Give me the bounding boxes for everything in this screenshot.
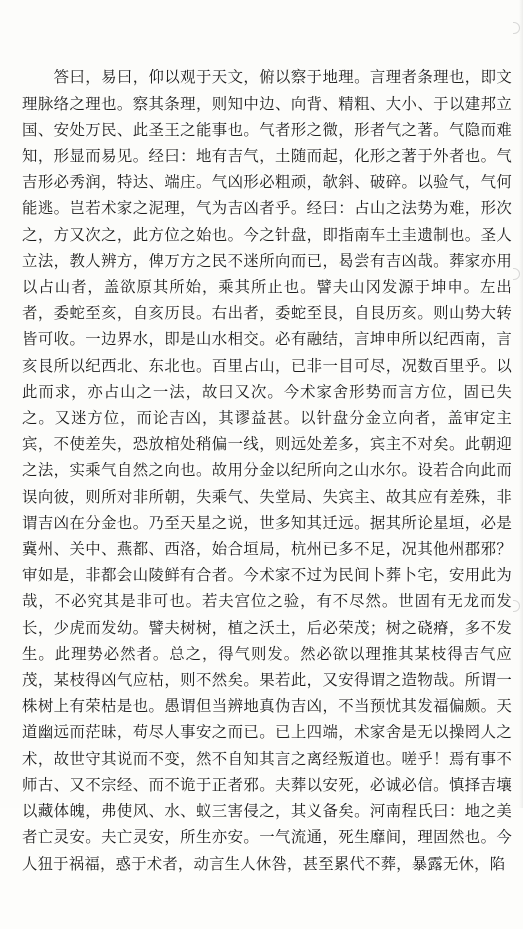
paragraph: 答曰，易曰，仰以观于天文，俯以察于地理。言理者条理也，即文理脉络之理也。察其条理，则知中边、向背、精粗、大小、于以建邦立国、安处万民、此圣王之能事也。气者形之微，形者气之著。气隐而难知，形显而易见。经曰：地有吉气，土随而起，化形之著于外者也。气吉形必秀润，特达、端庄。气凶形必粗顽，欹斜、破碎。以验气，气何能逃。岂若术家之泥理，气为吉凶者乎。经曰：占山之法势为难，形次之，方又次之，此方位之始也。今之针盘，即指南车土圭遗制也。圣人立法，教人辨方，俾万方之民不迷所向而已，曷尝有吉凶哉。葬家亦用以占山者，盖欲原其所始，乘其所止也。譬夫山冈发源于坤申。左出者，委蛇至亥，自亥历艮。右出者，委蛇至艮，自艮历亥。则山势大转皆可收。一边界水，即是山水相交。必有融结，言坤申所以纪西南，言亥艮所以纪西北、东北也。百里占山，已非一目可尽，况数百里乎。以此而求，亦占山之一法，故曰又次。今术家舍形势而言方位，固已失之。又迷方位，而论吉凶，其谬益甚。以针盘分金立向者，盖审定主宾，不使差失，恐放棺处稍偏一线，则远处差多，宾主不对矣。此朝迎之法，实乘气自然之向也。故用分金以纪所向之山水尔。设若合向此而误向彼，则所对非所朝，失乘气、失堂局、失宾主、故其应有差殊，非谓吉凶在分金也。乃至天星之说，世多知其迁远。据其所论星垣，必是冀州、关中、燕都、西洛，始合垣局，杭州已多不足，况其他州郡邪？审如是，非都会山陵鲜有合者。今术家不过为民间卜葬卜宅，安用此为哉，不必究其是非可也。若夫宫位之验，有不尽然。世固有无龙而发长，少虎而发幼。譬夫树树，植之沃土，后必荣茂；树之硗瘠，多不发生。此理势必然者。总之，得气则发。然必欲以理推其某枝得吉气应茂，某枝得凶气应枯，则不然矣。果若此，又安得谓之造物哉。所谓一株树上有荣枯是也。愚谓但当辨地真伪吉凶，不当预忧其发福偏颇。天道幽远而茫昧，苟尽人事安之而已。已上四端，术家舍是无以操罔人之术，故世守其说而不变，然不自知其言之离经叛道也。嗟乎！焉有事不师古、又不宗经、而不诡于正者邪。夫葬以安死，必诚必信。慎择吉壤以藏体魄，弗使风、水、蚁三害侵之，其义备矣。河南程氏曰：地之美者亡灵安。夫亡灵安，所生亦安。一气流通，死生靡间，理固然也。今人狃于祸福，惑于术者，动言生人休咎，甚至累代不葬，暴露无休，陷	[22, 68, 512, 873]
page-edge-shadow	[519, 0, 523, 808]
body-text	[22, 12, 512, 929]
